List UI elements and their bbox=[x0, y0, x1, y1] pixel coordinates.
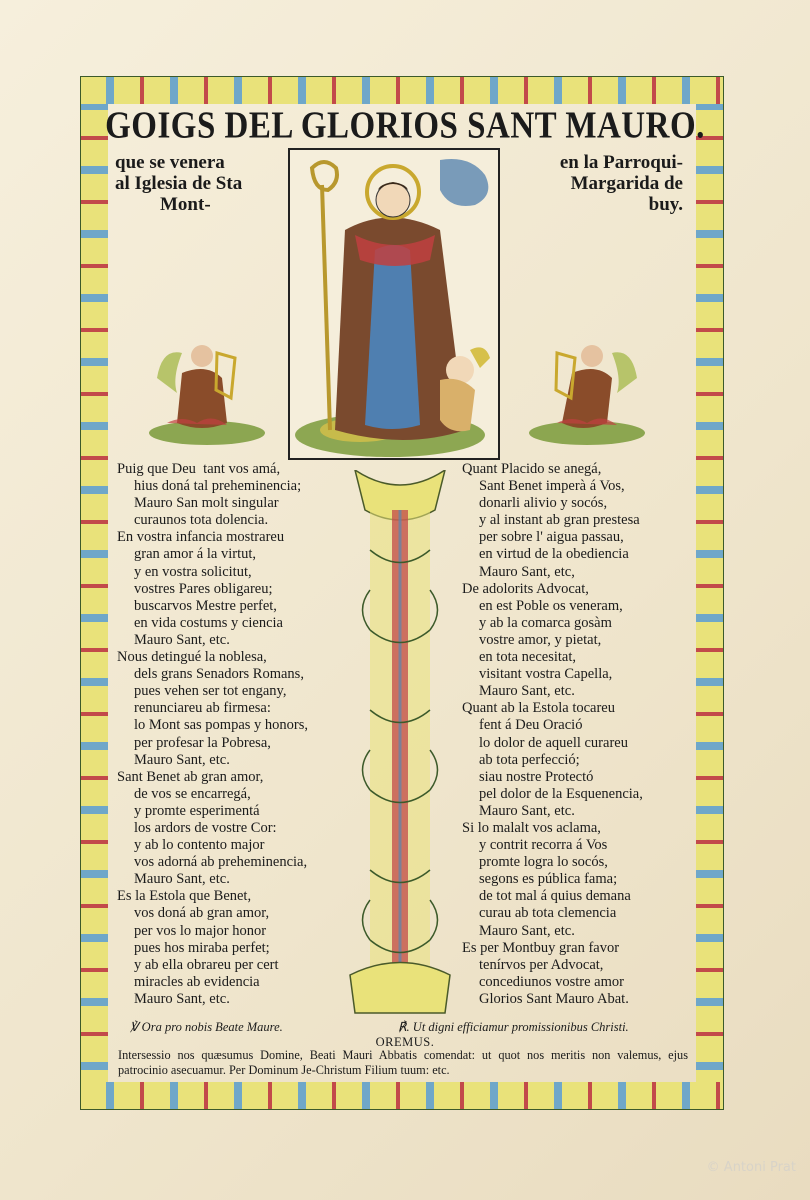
verse-line: en virtud de la obediencia bbox=[479, 546, 629, 563]
verse-line: visitant vostra Capella, bbox=[479, 666, 613, 683]
angel-right-illustration bbox=[527, 338, 647, 448]
verse-line: en vida costums y ciencia bbox=[134, 614, 283, 631]
verse-line: Glorios Sant Mauro Abat. bbox=[479, 990, 629, 1007]
verse-line: promte logra lo socós, bbox=[479, 854, 608, 871]
verse-line: per sobre l' aigua passau, bbox=[479, 529, 624, 546]
verse-line: miracles ab evidencia bbox=[134, 973, 260, 990]
verse-line: renunciareu ab firmesa: bbox=[134, 700, 271, 717]
verse-line: y ab la comarca gosàm bbox=[479, 614, 612, 631]
ornament-pillar-icon bbox=[345, 470, 455, 1015]
verse-line: En vostra infancia mostrareu bbox=[117, 529, 285, 546]
verse-line: Nous detingué la noblesa, bbox=[117, 649, 267, 666]
verse-line: Puig que Deu tant vos amá, bbox=[117, 461, 281, 477]
verse-line: buscarvos Mestre perfet, bbox=[134, 597, 277, 614]
verse-line: curau ab tota clemencia bbox=[479, 905, 617, 922]
verse-line: y ab lo contento major bbox=[134, 837, 265, 854]
verse-line: dels grans Senadors Romans, bbox=[134, 666, 304, 683]
versicle-left: ℣ Ora pro nobis Beate Maure. bbox=[130, 1020, 283, 1034]
verse-line: Mauro Sant, etc. bbox=[134, 751, 230, 768]
saint-figure-icon bbox=[290, 150, 498, 458]
subtitle-right-line: buy. bbox=[648, 194, 683, 215]
closing-prayer: Intersessio nos quæsumus Domine, Beati Mauri Abbatis comendat: ut quot nos meritis non valemus, ejus patrocinio asecuamur. Per Dominum Je-Christum Filium tuum: etc. bbox=[118, 1048, 688, 1077]
subtitle-right-line: en la Parroqui- bbox=[559, 152, 683, 173]
verses-right-column bbox=[462, 461, 682, 1008]
verse-line: Mauro Sant, etc, bbox=[479, 563, 575, 580]
verse-line: Mauro Sant, etc. bbox=[479, 683, 575, 700]
subtitle-left-line: al Iglesia de Sta bbox=[115, 173, 243, 194]
oremus-heading: OREMUS. bbox=[375, 1035, 435, 1049]
verse-line: de tot mal á quius demana bbox=[479, 888, 631, 905]
ornamental-pillar bbox=[345, 470, 455, 1015]
saint-mauro-illustration bbox=[288, 148, 500, 460]
verse-line: donarli alivio y socós, bbox=[479, 495, 608, 512]
verse-line: Quant ab la Estola tocareu bbox=[462, 700, 615, 717]
verse-line: gran amor á la virtut, bbox=[134, 546, 256, 563]
verse-line: per vos lo major honor bbox=[134, 922, 267, 939]
verse-line: y en vostra solicitut, bbox=[134, 563, 252, 580]
verse-line: vostres Pares obligareu; bbox=[134, 580, 273, 597]
verse-line: Quant Placido se anegá, bbox=[462, 461, 602, 477]
verse-line: tenírvos per Advocat, bbox=[479, 956, 604, 973]
verse-line: siau nostre Protectó bbox=[479, 768, 594, 785]
verse-line: Mauro Sant, etc. bbox=[134, 871, 230, 888]
verse-line: Mauro Sant, etc. bbox=[479, 922, 575, 939]
verse-line: en tota necesitat, bbox=[479, 649, 577, 666]
verse-line: vostre amor, y pietat, bbox=[479, 631, 602, 648]
subtitle-right-line: Margarida de bbox=[570, 173, 683, 194]
verse-line: curaunos tota dolencia. bbox=[134, 512, 269, 529]
verse-line: Mauro Sant, etc. bbox=[479, 802, 575, 819]
verse-line: concediunos vostre amor bbox=[479, 973, 624, 990]
verse-line: hius doná tal preheminencia; bbox=[134, 478, 302, 495]
verse-line: Mauro San molt singular bbox=[134, 495, 279, 512]
verse-line: pues vehen ser tot engany, bbox=[134, 683, 287, 700]
verse-line: y al instant ab gran prestesa bbox=[479, 512, 640, 529]
angel-harp-icon bbox=[147, 338, 267, 448]
angel-left-illustration bbox=[147, 338, 267, 448]
verse-line: en est Poble os veneram, bbox=[479, 597, 623, 614]
verse-line: Sant Benet imperà á Vos, bbox=[479, 478, 625, 495]
subtitle-left bbox=[115, 152, 285, 215]
verse-line: vos adorná ab preheminencia, bbox=[134, 854, 308, 871]
verse-line: vos doná ab gran amor, bbox=[134, 905, 270, 922]
verse-line: De adolorits Advocat, bbox=[462, 580, 589, 597]
verses-left-column bbox=[117, 461, 342, 1008]
subtitle-left-line: Mont- bbox=[160, 194, 211, 215]
verse-line: Mauro Sant, etc. bbox=[134, 631, 230, 648]
verse-line: Es per Montbuy gran favor bbox=[462, 939, 620, 956]
verse-line: pues hos miraba perfet; bbox=[134, 939, 270, 956]
verse-line: per profesar la Pobresa, bbox=[134, 734, 271, 751]
verse-line: Si lo malalt vos aclama, bbox=[462, 819, 601, 836]
subtitle-left-line: que se venera bbox=[115, 152, 225, 173]
verse-line: de vos se encarregá, bbox=[134, 785, 251, 802]
subtitle-right bbox=[518, 152, 683, 215]
verse-line: segons es pública fama; bbox=[479, 871, 618, 888]
verse-line: y ab ella obrareu per cert bbox=[134, 956, 279, 973]
verse-line: los ardors de vostre Cor: bbox=[134, 819, 277, 836]
verse-line: Sant Benet ab gran amor, bbox=[117, 768, 264, 785]
verse-line: fent á Deu Oració bbox=[479, 717, 583, 734]
verse-line: ab tota perfecció; bbox=[479, 751, 580, 768]
verse-line: lo Mont sas pompas y honors, bbox=[134, 717, 308, 734]
page-title: GOIGS DEL GLORIOS SANT MAURO. bbox=[105, 105, 705, 147]
verse-line: lo dolor de aquell curareu bbox=[479, 734, 628, 751]
verse-line: y contrit recorra á Vos bbox=[479, 837, 608, 854]
versicle-right: ℟. Ut digni efficiamur promissionibus Christi. bbox=[398, 1020, 629, 1034]
angel-harp-icon bbox=[527, 338, 647, 448]
verse-line: y promte esperimentá bbox=[134, 802, 260, 819]
verse-line: Mauro Sant, etc. bbox=[134, 990, 230, 1007]
copyright-credit: © Antoni Prat bbox=[706, 1160, 796, 1175]
verse-line: Es la Estola que Benet, bbox=[117, 888, 252, 905]
verse-line: pel dolor de la Esquenencia, bbox=[479, 785, 643, 802]
